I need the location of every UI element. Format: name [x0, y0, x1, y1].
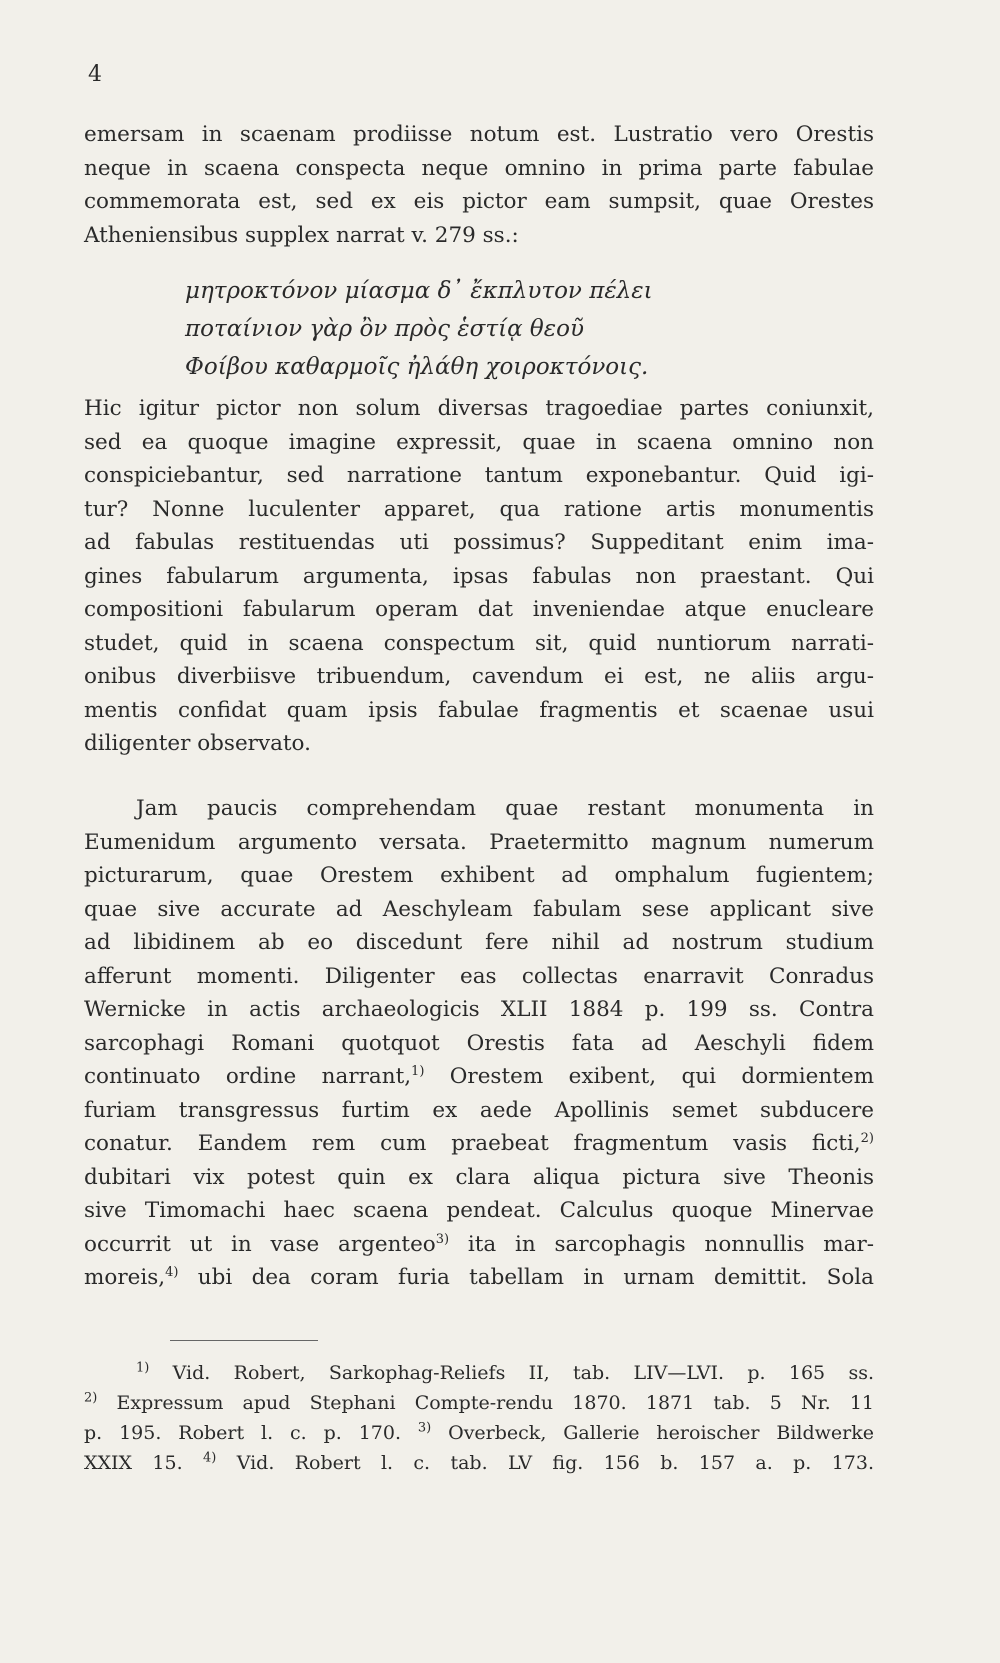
text-line: tur? Nonne luculenter apparet, qua ratione artis monumentis — [84, 496, 874, 522]
text-line: occurrit ut in vase argenteo$^{3)}$ ita in sarcophagis nonnullis mar- — [84, 1231, 875, 1257]
text-line: Hic igitur pictor non solum diversas tragoediae partes coniunxit, — [84, 396, 874, 421]
text-line: Wernicke in actis archaeologicis XLII 1884 p. 199 ss. Contra — [84, 997, 874, 1022]
text-line: picturarum, quae Orestem exhibent ad omphalum fugientem; — [84, 863, 874, 888]
text-line: commemorata est, sed ex eis pictor eam sumpsit, quae Orestes — [84, 189, 874, 214]
paragraph-2 — [84, 392, 874, 761]
footnote-divider — [170, 1340, 318, 1341]
page-number: 4 — [88, 62, 102, 87]
text-line: conspiciebantur, sed narratione tantum exponebantur. Quid igi- — [84, 463, 874, 488]
footnote-2: $^{2)}$ Expressum apud Stephani Compte-rendu 1870. 1871 tab. 5 Nr. 11 — [84, 1390, 874, 1414]
text-line: sarcophagi Romani quotquot Orestis fata ad Aeschyli fidem — [84, 1030, 874, 1056]
text-line: moreis,$^{4)}$ ubi dea coram furia tabellam in urnam demittit. Sola — [84, 1264, 874, 1290]
text-line: gines fabularum argumenta, ipsas fabulas non praestant. Qui — [84, 563, 874, 589]
text-line: Atheniensibus supplex narrat v. 279 ss.: — [84, 222, 519, 248]
text-line: studet, quid in scaena conspectum sit, quid nuntiorum narrati- — [84, 630, 874, 656]
text-line: ad libidinem ab eo discedunt fere nihil ad nostrum studium — [84, 930, 874, 955]
text-line: compositioni fabularum operam dat inveniendae atque enucleare — [84, 597, 874, 622]
text-line: conatur. Eandem rem cum praebeat fragmentum vasis ficti,$^{2)}$ — [84, 1130, 874, 1156]
text-line: sive Timomachi haec scaena pendeat. Calculus quoque Minervae — [84, 1198, 874, 1223]
paragraph-1 — [84, 118, 874, 252]
text-line: afferunt momenti. Diligenter eas collectas enarravit Conradus — [84, 963, 874, 989]
text-line: emersam in scaenam prodiisse notum est. Lustratio vero Orestis — [84, 122, 874, 147]
text-line: furiam transgressus furtim ex aede Apollinis semet subducere — [84, 1097, 874, 1123]
footnote-4: XXIX 15. $^{4)}$ Vid. Robert l. c. tab. LV fig. 156 b. 157 a. p. 173. — [84, 1450, 874, 1474]
text-line: neque in scaena conspecta neque omnino in prima parte fabulae — [84, 155, 874, 181]
greek-verse: μητροκτόνον μίασμα δ᾽ ἔκπλυτον πέλει — [185, 278, 653, 304]
text-line: quae sive accurate ad Aeschyleam fabulam sese applicant sive — [84, 896, 874, 922]
footnote-ref: 2) — [860, 1130, 874, 1146]
text-line: onibus diverbiisve tribuendum, cavendum ei est, ne aliis argu- — [84, 664, 874, 689]
greek-quotation — [185, 272, 653, 386]
text-line: Eumenidum argumento versata. Praetermitto magnum numerum — [84, 829, 874, 855]
footnote-ref: 3) — [435, 1231, 450, 1247]
greek-verse: Φοίβου καθαρμοῖς ἠλάθη χοιροκτόνοις. — [185, 354, 649, 380]
paragraph-3 — [84, 792, 874, 1295]
text-line: sed ea quoque imagine expressit, quae in scaena omnino non — [84, 429, 874, 455]
text-line: ad fabulas restituendas uti possimus? Suppeditant enim ima- — [84, 530, 874, 555]
footnote-ref: 4) — [165, 1264, 179, 1280]
greek-verse: ποταίνιον γὰρ ὂν πρὸς ἑστίᾳ θεοῦ — [185, 316, 584, 342]
footnotes — [84, 1358, 874, 1478]
text-line: dubitari vix potest quin ex clara aliqua pictura sive Theonis — [84, 1164, 874, 1190]
footnote-1: $^{1)}$ Vid. Robert, Sarkophag-Reliefs II, tab. LIV—LVI. p. 165 ss. — [136, 1360, 874, 1384]
footnote-2-cont: p. 195. Robert l. c. p. 170. $^{3)}$ Overbeck, Gallerie heroischer Bildwerke — [84, 1420, 874, 1444]
text-line: diligenter observato. — [84, 731, 311, 756]
text-line: Jam paucis comprehendam quae restant monumenta in — [136, 796, 874, 821]
text-line: mentis confidat quam ipsis fabulae fragmentis et scaenae usui — [84, 697, 874, 723]
text-line: continuato ordine narrant,$^{1)}$ Orestem exibent, qui dormientem — [84, 1063, 874, 1089]
footnote-ref: 1) — [411, 1063, 425, 1079]
